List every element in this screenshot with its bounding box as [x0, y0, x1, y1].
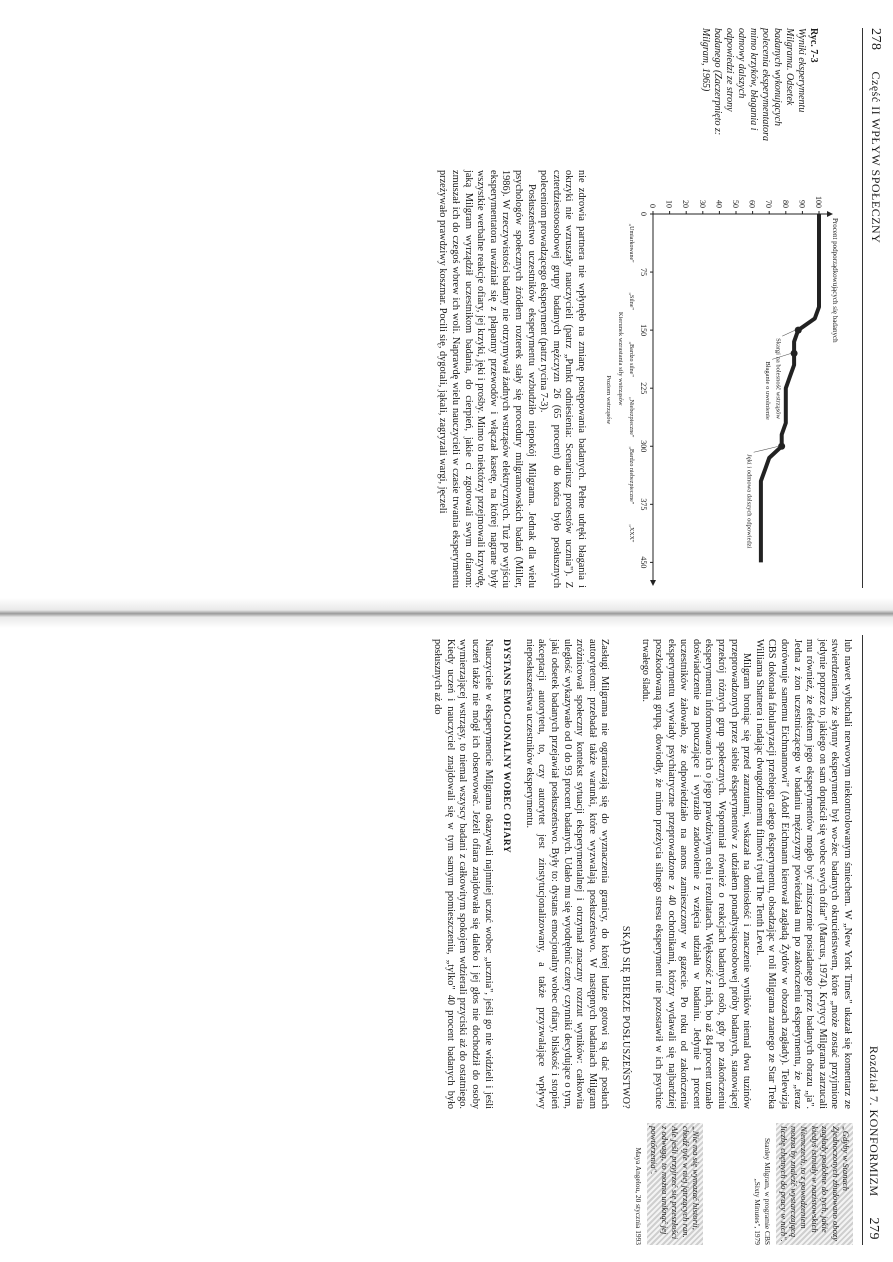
annotation-marker: [778, 443, 785, 450]
figure-label: Ryc. 7-3: [808, 28, 819, 63]
obedience-chart: [603, 170, 843, 590]
left-running-head-text: Część II WPŁYW SPOŁECZNY: [869, 71, 883, 244]
x-tick-label: 0: [639, 212, 648, 216]
right-page-number: 279: [866, 1217, 881, 1240]
x-category-label: „Bardzo niebezpieczne": [628, 446, 634, 505]
x-category-label: „Niebezpieczne": [628, 397, 634, 438]
y-tick-label: 100: [814, 196, 823, 208]
margin-quote-2-text: „Nie ma się wymazać historii, chodź tyle w niej jątrzących ran. Ale jeśli przyjrzeć się przeszłości z odwagą, to można uniknąć jej powtórzenia".: [647, 1123, 703, 1245]
y-tick-label: 70: [764, 200, 774, 208]
left-paragraph-1: nie zdrowia partnera nie wpłynęło na zmianę postępowania badanych. Pełne udręki błagania i okrzyki nie wzruszały nauczycieli (patrz „Punkt odniesienia: Scenariusz protestów ucznia"). Z czterdziestoosobowej grupy badanych mężczyzn 26 (65 procent) do końca było posłusznych poleceniom prowadzącego eksperyment (patrz rycina 7-3).: [538, 170, 587, 588]
x-tick-label: 75: [639, 268, 648, 277]
left-head-rule: [862, 28, 863, 588]
y-tick-label: 80: [780, 200, 790, 208]
figure-caption-text: Wyniki eksperymentu Milgrama. Odsetek badanych wykonujących polecenia eksperymentatora mimo krzyków, błagania i odmowy dalszych odpowiedzi ze strony badanego (Zaczerpnięto z: Milgram, 1965): [700, 28, 807, 142]
y-tick-label: 50: [731, 200, 740, 208]
x-category-label: „XXX": [628, 524, 634, 543]
x-axis-title: Poziom wstrząsów: [605, 375, 612, 425]
left-running-head: [867, 28, 883, 243]
right-body-text: [431, 639, 853, 1109]
left-body-text: [436, 170, 587, 588]
right-running-head: [865, 860, 881, 1240]
x-category-label: „Bardzo silne": [628, 341, 634, 377]
annotation-leader: [782, 330, 795, 336]
annotation-marker: [795, 327, 802, 334]
x-tick-label: 300: [639, 440, 648, 453]
x-category-title: Kierunek wzrastania siły wstrząsów: [617, 311, 624, 406]
right-head-rule: [862, 635, 863, 1245]
page-gutter: [0, 598, 893, 628]
right-running-head-text: Rozdział 7. KONFORMIZM: [867, 1045, 881, 1197]
x-tick-label: 150: [639, 324, 648, 337]
y-tick-label: 0: [648, 204, 657, 208]
margin-quote-1-attribution: Stanley Milgram, w programie CBS „Sixty Minutes", 1979: [752, 1138, 773, 1245]
margin-quote-1-text: „Gdyby w Stanach Zjednoczonych zbudowano obozy zagłady podobne do tych, jakie kiedyś istniały w nazistowskich Niemczech, to z powodzeniem można by znaleźć wystarczającą liczbę chętnych do pracy w nich".: [776, 1123, 853, 1245]
x-tick-label: 225: [639, 382, 648, 395]
right-paragraph-3: Zasługi Milgrama nie ograniczają się do wyznaczenia granicy, do której ludzie gotowi są dać posłuch autorytetom: przebadał także warunki, które wyzwalają posłuszeństwo. W następnych badaniach Milgram zróżnicował społeczny kontekst sytuacji eksperymentalnej i otrzymał znaczny rozrzut wyników: całkowita uległość wykazywało od 0 do 93 procent badanych. Udało mu się wyodrębnić cztery czynniki decydujące o tym, jaki odsetek badanych przejawiał posłuszeństwo. Były to: dystans emocjonalny wobec ofiary, bliskość i stopień akceptacji autorytetu, to, czy autorytet jest zinstytucjonalizowany, a także przyzwalające wpływy nieposłuszeństwa uczestników eksperymentu.: [523, 639, 611, 1109]
y-tick-label: 40: [714, 200, 724, 208]
margin-quote-2: [633, 1123, 703, 1245]
left-page-number: 278: [868, 28, 883, 51]
annotation-label: Jęki i odmowa dalszych odpowiedzi: [745, 454, 753, 549]
margin-quote-2-attribution: Maya Angelou, 20 stycznia 1993: [633, 1147, 643, 1245]
annotation-label: Błaganie o uwolnienie: [764, 361, 772, 420]
left-paragraph-2: Posłuszeństwo uczestników eksperymentu wzbudziło niepokój Milgrama. Jednak dla wielu psychologów społecznych źródłem rozterek stały się procedury milgramowskich badań (Miller, 1986). W rzeczywistości badany nie otrzymywał żadnych wstrząsów elektrycznych. Tuż po wyjściu eksperymentatora uważniał się z płapanny przewodów i włączał kasetę, na której nagrane były wszystkie werbalne reakcje ofiary, jej krzyki, jęki i prośby. Mimo to niektórzy przejmowali krzywdę, jaką Milgram wyrządził uczestnikom badania, do cierpień, jakie ci zgotowali swym ofiarom: zmuszał ich do czegoś wbrew ich woli. Naprawdę wielu nauczycieli w czasie trwania eksperymentu przeżywało prawdziwy koszmar. Pocili się, dygotali, jąkali, zagryzali wargi, jęczeli: [437, 170, 537, 588]
y-axis-arrow: [827, 211, 833, 217]
right-paragraph-4: Nauczyciele w eksperymencie Milgrama okazywali najmniej uczuć wobec „ucznia", jeśli go nie widzieli i jeśli uczeń także nie mógł ich obserwować. Jeżeli ofiara znajdowała się daleko i jej głos nie dochodził do osoby wymierzającej wstrząsy, to niemal wszyscy badani z całkowitym spokojem wdzierali przyciski aż do ostatniego. Kiedy uczeń i nauczyciel znajdowali się w tym samym pomieszczeniu, „tylko" 40 procent badanych było posłusznych aż do: [432, 639, 494, 1109]
x-tick-label: 375: [639, 498, 648, 511]
right-paragraph-2: Milgram broniąc się przed zarzutami, wskazał na doniosłość i znaczenie wyników niemal dwu tuzinów przeprowadzonych przez siebie eksperymentów z udziałem ponadtysiącosobowej próby badanych, stanowiącej przekrój różnych grup społecznych. Wspomniał również o reakcjach badanych osób, gdy po zakończeniu eksperymentu informowano ich o jego prawdziwym celu i rezultatach. Większość z nich, bo aż 84 procent uznało doświadczenie za pouczające i wyraziło zadowolenie z wzięcia udziału w badaniu. Jedynie 1 procent uczestników żałowało, że odpowiedziało na anons zamieszczony w gazecie. Po roku od zakończenia eksperymentu wywiady psychiatryczne przeprowadzone z 40 ochotnikami, którzy wydawali się najbardziej poszkodowaną grupą, dowiodły, że mimo przeżycia silnego stresu eksperyment nie pozostawił w ich psychice trwałego śladu.: [640, 639, 753, 1109]
section-heading: DYSTANS EMOCJONALNY WOBEC OFIARY: [501, 639, 513, 854]
annotation-label: Skargi na bolesność wstrząsów: [774, 338, 782, 420]
subhead-question: SKĄD SIĘ BIERZE POSŁUSZEŃSTWO?: [619, 925, 631, 1109]
y-tick-label: 20: [681, 200, 691, 208]
y-tick-label: 90: [797, 200, 807, 208]
y-tick-label: 30: [697, 200, 707, 208]
figure-caption: [699, 28, 819, 146]
x-tick-label: 450: [639, 556, 648, 569]
x-category-label: „Silne": [628, 292, 634, 310]
right-page: [0, 625, 893, 1262]
left-page: [0, 0, 893, 620]
right-paragraph-1: lub nawet wybuchali nerwowym niekontrolowanym śmiechem. W „New York Times" ukazał się komentarz ze stwierdzeniem, że słynny eksperyment był wo-żec badanych okrucieństwem, które „może zostać przyjmione jedynie poprzez to, jakiego on sam dopuścił się wobec swych ofiar" (Marcus, 1974). Krytycy Milgrama zarzucali mu również, że efektem jego eksperymentów mogło być zniszczenie posiadanego przez badanych obrazu „ja". Jedna z żon uczestniczącego w badaniu mężczyzny powiedziała mu po zakończeniu eksperymentu, że „teraz dorównuje samemu Eichmannowi" (Adolf Eichmann kierował zagładą Żydów w obozach zagłady). Telewizja CBS dokonała fabularyzacji przebiegu całego eksperymentu, obsadzając w roli Milgrama znanego ze Star Treka Williama Shatnera i nadając dwugodzinnemu filmowi tytuł The Tenth Level.: [753, 639, 853, 1109]
annotation-marker: [791, 350, 798, 357]
x-axis-arrow: [650, 580, 656, 586]
y-tick-label: 60: [747, 200, 757, 208]
y-axis-title: Procent podporządkowujących się badanych: [831, 218, 839, 343]
margin-quote-1: [751, 1123, 853, 1245]
y-tick-label: 10: [664, 200, 674, 208]
x-category-label: „Umiarkowane": [628, 223, 634, 263]
